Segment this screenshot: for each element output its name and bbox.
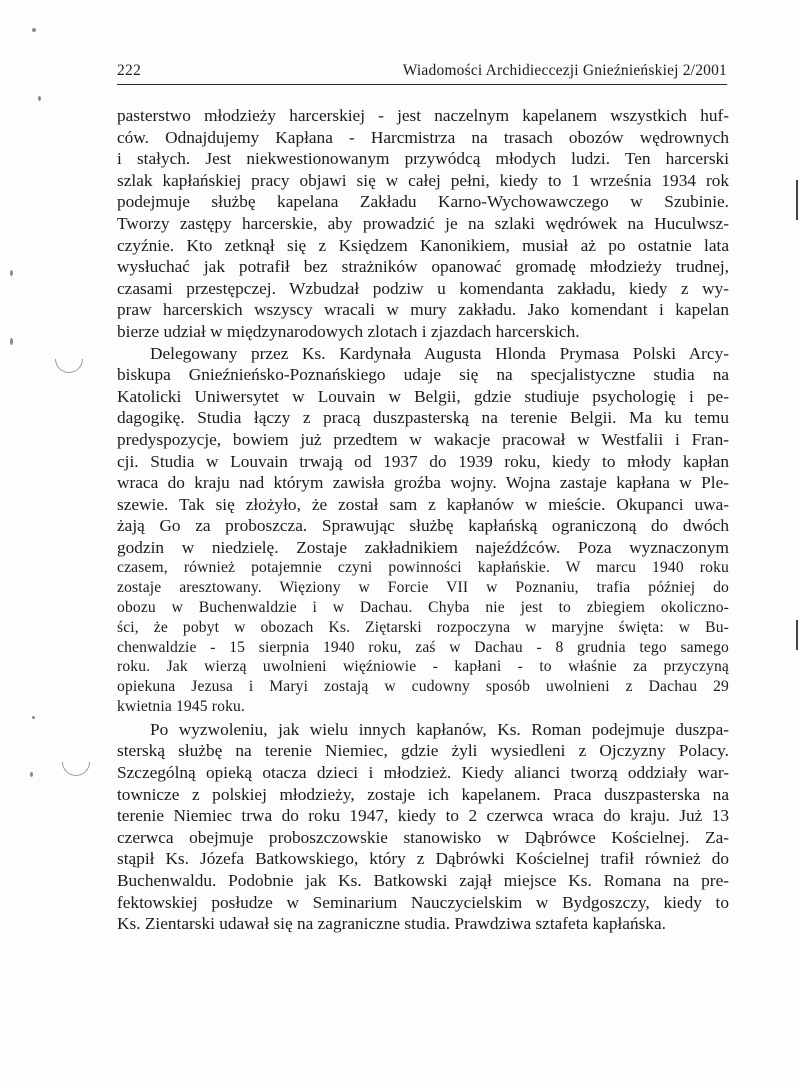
text-line: roku. Jak wierzą uwolnieni więźniowie - kapłani - to właśnie za przyczyną (117, 658, 729, 676)
text-line: podejmuje służbę kapelana Zakładu Karno-Wychowawczego w Szubinie. (117, 192, 729, 212)
text-line: chenwaldzie - 15 sierpnia 1940 roku, zaś w Dachau - 8 grudnia tego samego (117, 638, 729, 656)
text-line: godzin w niedzielę. Zostaje zakładnikiem najeźdźców. Poza wyznaczonym (117, 537, 729, 557)
punch-hole-lower (56, 742, 96, 782)
paragraph-2-start (117, 343, 729, 559)
text-line: fektowskiej posłudze w Seminarium Nauczycielskim w Bydgoszczy, kiedy to (117, 892, 729, 912)
scan-edge-mark (796, 180, 798, 220)
text-line: opiekuna Jezusa i Maryi zostają w cudowny sposób uwolnieni z Dachau 29 (117, 678, 729, 696)
text-line: predyspozycje, bowiem już przedtem w wakacje pracował w Westfalii i Fran- (117, 429, 729, 449)
text-line: Tworzy zastępy harcerskie, aby prowadzić je na szlaki wędrówek na Huculwsz- (117, 213, 729, 233)
text-line: Po wyzwoleniu, jak wielu innych kapłanów, Ks. Roman podejmuje duszpa- (150, 719, 729, 739)
page-number: 222 (117, 62, 142, 79)
text-line: szewie. Tak się złożyło, że został sam z kapłanów w mieście. Okupanci uwa- (117, 494, 729, 514)
punch-hole-upper (49, 339, 89, 379)
text-line: Delegowany przez Ks. Kardynała Augusta Hlonda Prymasa Polski Arcy- (150, 343, 729, 363)
text-line: czasem, również potajemnie czyni powinności kapłańskie. W marcu 1940 roku (117, 559, 729, 577)
text-line: bierze udział w międzynarodowych zlotach i zjazdach harcerskich. (117, 321, 580, 341)
text-line: ców. Odnajdujemy Kapłana - Harcmistrza na trasach obozów wędrownych (117, 127, 729, 147)
scan-speck (38, 96, 41, 101)
text-line: zostaje aresztowany. Więziony w Forcie VII w Poznaniu, trafia później do (117, 579, 729, 597)
scan-speck (32, 28, 36, 32)
paragraph-3 (117, 719, 729, 935)
text-line: szlak kapłańskiej pracy objawi się w całej pełni, kiedy to 1 września 1934 rok (117, 170, 729, 190)
text-line: ści, że pobyt w obozach Ks. Ziętarski rozpoczyna w maryjne święta: w Bu- (117, 618, 729, 636)
text-line: stąpił Ks. Józefa Batkowskiego, który z Dąbrówki Kościelnej trafił również do (117, 849, 729, 869)
text-line: żają Go za proboszcza. Sprawując służbę kapłańską ograniczoną do dwóch (117, 516, 729, 536)
text-line: czasami przestępczej. Wzbudzał podziw u komendanta zakładu, kiedy z wy- (117, 278, 729, 298)
running-title: Wiadomości Archidieccezji Gnieźnieńskiej 2/2001 (402, 62, 727, 79)
scan-speck (32, 716, 35, 719)
text-line: wraca do kraju nad którym zawisła groźba wojny. Wojna zastaje kapłana w Ple- (117, 473, 729, 493)
text-line: townicze z polskiej młodzieży, zostaje ich kapelanem. Praca duszpasterska na (117, 784, 729, 804)
scan-speck (10, 270, 13, 276)
text-line: czerwca obejmuje proboszczowskie stanowisko w Dąbrówce Kościelnej. Za- (117, 827, 729, 847)
scan-speck (10, 338, 13, 345)
text-line: sterską służbę na terenie Niemiec, gdzie żyli wysiedleni z Ojczyzny Polacy. (117, 741, 729, 761)
text-line: Katolicki Uniwersytet w Louvain w Belgii, gdzie studiuje psychologię i pe- (117, 386, 729, 406)
text-line: cji. Studia w Louvain trwają od 1937 do 1939 roku, kiedy to młody kapłan (117, 451, 729, 471)
text-line: praw harcerskich wszyscy wracali w mury zakładu. Jako komendant i kapelan (117, 300, 729, 320)
text-line: kwietnia 1945 roku. (117, 698, 246, 716)
paragraph-2-small-print (117, 558, 729, 716)
text-line: Ks. Zientarski udawał się na zagraniczne studia. Prawdziwa sztafeta kapłańska. (117, 914, 666, 934)
text-line: i stałych. Jest niekwestionowanym przywódcą młodych ludzi. Ten harcerski (117, 149, 729, 169)
text-line: Szczególną opieką otacza dzieci i młodzież. Kiedy alianci tworzą oddziały war- (117, 763, 729, 783)
page-header (117, 60, 727, 85)
text-line: biskupa Gnieźnieńsko-Poznańskiego udaje się na specjalistyczne studia na (117, 365, 729, 385)
text-line: dagogikę. Studia łączy z pracą duszpasterską na terenie Belgii. Ma ku temu (117, 408, 729, 428)
text-line: pasterstwo młodzieży harcerskiej - jest naczelnym kapelanem wszystkich huf- (117, 106, 729, 125)
scan-speck (30, 772, 33, 777)
article-body (117, 105, 729, 935)
text-line: terenie Niemiec trwa do roku 1947, kiedy to 2 czerwca wraca do kraju. Już 13 (117, 806, 729, 826)
text-line: wysłuchać jak potrafił bez strażników opanować gromadę młodzieży trudnej, (117, 257, 729, 277)
text-line: obozu w Buchenwaldzie i w Dachau. Chyba nie jest to zbiegiem okoliczno- (117, 599, 729, 617)
text-line: czyźnie. Kto zetknął się z Księdzem Kanonikiem, musiał aż po ostatnie lata (117, 235, 729, 255)
paragraph-1 (117, 105, 729, 343)
text-line: Buchenwaldu. Podobnie jak Ks. Batkowski zajął miejsce Ks. Romana na pre- (117, 871, 729, 890)
scan-edge-mark (796, 620, 798, 650)
